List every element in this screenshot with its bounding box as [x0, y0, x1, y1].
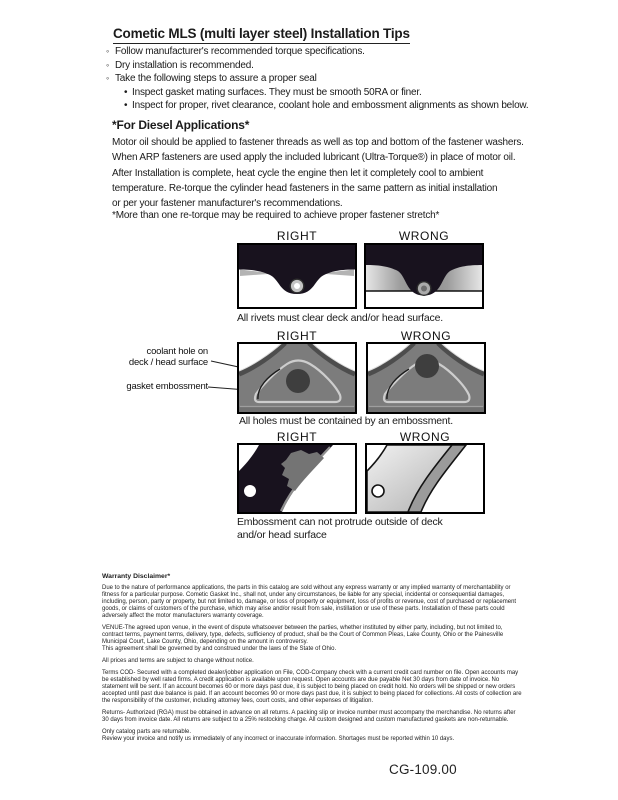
- circle-bullet-icon: ◦: [106, 59, 109, 70]
- bullet-text: Inspect for proper, rivet clearance, coolant hole and embossment alignments as shown below.: [132, 100, 529, 111]
- paragraph-line: Motor oil should be applied to fastener threads as well as top and bottom of the fastener washers.: [112, 137, 524, 148]
- bullet-text: Inspect gasket mating surfaces. They must be smooth 50RA or finer.: [132, 86, 422, 98]
- warranty-paragraph: Only catalog parts are returnable.: [102, 729, 192, 735]
- wrong-label: WRONG: [398, 229, 450, 243]
- paragraph-line: temperature. Re-torque the cylinder head fasteners in the same pattern as initial installation: [112, 183, 498, 194]
- list-item: [106, 73, 528, 87]
- circle-bullet-icon: ◦: [106, 73, 109, 83]
- coolant-hole-wrong-diagram: [366, 342, 486, 414]
- dot-bullet-icon: •: [124, 100, 128, 111]
- diesel-paragraph-1: [112, 135, 524, 165]
- catalog-code: CG-109.00: [389, 762, 457, 777]
- warranty-heading: Warranty Disclaimer*: [102, 573, 171, 580]
- coolant-hole-right-diagram: [237, 342, 357, 414]
- wrong-label: WRONG: [400, 329, 452, 343]
- row1-caption: All rivets must clear deck and/or head surface.: [237, 312, 443, 324]
- circle-bullet-icon: ◦: [106, 46, 109, 56]
- right-label: RIGHT: [276, 329, 318, 343]
- rivet-clearance-wrong-diagram: [364, 243, 484, 309]
- gasket-embossment-label: gasket embossment: [126, 381, 208, 392]
- page-title: Cometic MLS (multi layer steel) Installation Tips: [113, 26, 410, 44]
- list-item: [106, 100, 528, 114]
- wrong-label: WRONG: [399, 430, 451, 444]
- bullet-text: Dry installation is recommended.: [115, 59, 254, 71]
- right-label: RIGHT: [276, 430, 318, 444]
- warranty-paragraph: All prices and terms are subject to change without notice.: [102, 658, 254, 664]
- right-label: RIGHT: [276, 229, 318, 243]
- installation-tips-list: [106, 46, 528, 114]
- embossment-wrong-diagram: [365, 443, 485, 514]
- embossment-right-diagram: [237, 443, 357, 514]
- paragraph-line: or per your fastener manufacturer's recommendations.: [112, 198, 343, 209]
- warranty-paragraph: Review your invoice and notify us immediately of any incorrect or inaccurate information. Shortages must be reported within 10 days.: [102, 736, 455, 742]
- diesel-section-heading: *For Diesel Applications*: [112, 118, 250, 132]
- warranty-paragraph: Terms COD- Secured with a completed dealer/jobber application on File, COD-Company check with a current credit card number on file. Open accounts may be established by well rated firms. A credit application is available upon request. Open accounts are due payable Net 30 days from date of invoice. No statement will be sent. If an account becomes 60 or more days past due, it is subject to being placed on credit hold. No orders will be shipped or new orders accepted until past due balance is paid. If an account becomes 90 or more days past due, it is subject to being placed for collections. All costs of collection are the responsibility of the customer, including attorney fees, court costs, and other expenses of litigation.: [102, 670, 522, 704]
- warranty-paragraph: Due to the nature of performance applications, the parts in this catalog are sold without any express warranty or any implied warranty of merchantability or fitness for a particular purpose. Cometic Gasket Inc., shall not, under any circumstances, be liable for any special, incidental or consequential damages, including, person, party or property, but not limited to, damage, or loss of property or equipment, loss of profits or revenue, cost of purchased or replacement goods, or claims of customers of the purchase, which may arise and/or result from sale, instillation or use of these parts. Installation of these parts could adversely affect the motor manufacturers warranty coverage.: [102, 585, 517, 619]
- paragraph-line: When ARP fasteners are used apply the included lubricant (Ultra-Torque®) in place of motor oil.: [112, 152, 516, 163]
- rivet-clearance-right-diagram: [237, 243, 357, 309]
- warranty-paragraph: This agreement shall be governed by and construed under the laws of the State of Ohio.: [102, 646, 337, 652]
- row2-caption: All holes must be contained by an embossment.: [239, 415, 453, 427]
- diesel-paragraph-2: [112, 166, 497, 211]
- bullet-text: Take the following steps to assure a proper seal: [115, 73, 317, 84]
- coolant-hole-label: coolant hole on deck / head surface: [128, 346, 208, 368]
- list-item: [106, 46, 528, 60]
- dot-bullet-icon: •: [124, 86, 128, 98]
- retorque-note: *More than one re-torque may be required to achieve proper fastener stretch*: [112, 210, 440, 221]
- row3-caption: Embossment can not protrude outside of deck and/or head surface: [237, 516, 443, 541]
- warranty-paragraph: Returns- Authorized (RGA) must be obtained in advance on all returns. A packing slip or invoice number must accompany the merchandise. No returns after 30 days from invoice date. All returns are subject to a 25% restocking charge. All custom designed and custom manufactured gaskets are non-returnable.: [102, 710, 516, 723]
- list-item: [106, 87, 528, 101]
- paragraph-line: After Installation is complete, heat cycle the engine then let it completely cool to ambient: [112, 168, 484, 179]
- warranty-paragraph: VENUE-The agreed upon venue, in the event of dispute whatsoever between the parties, whether instituted by either party, including, but not limited to, contract terms, payment terms, delivery, type, defects, sufficiency of product, shall be the Court of Common Pleas, Lake County, Ohio or the Painesville Municipal Court, Lake County, Ohio, depending on the amount in controversy.: [102, 625, 504, 645]
- list-item: [106, 60, 528, 74]
- bullet-text: Follow manufacturer's recommended torque specifications.: [115, 46, 365, 57]
- warranty-disclaimer: [102, 573, 522, 743]
